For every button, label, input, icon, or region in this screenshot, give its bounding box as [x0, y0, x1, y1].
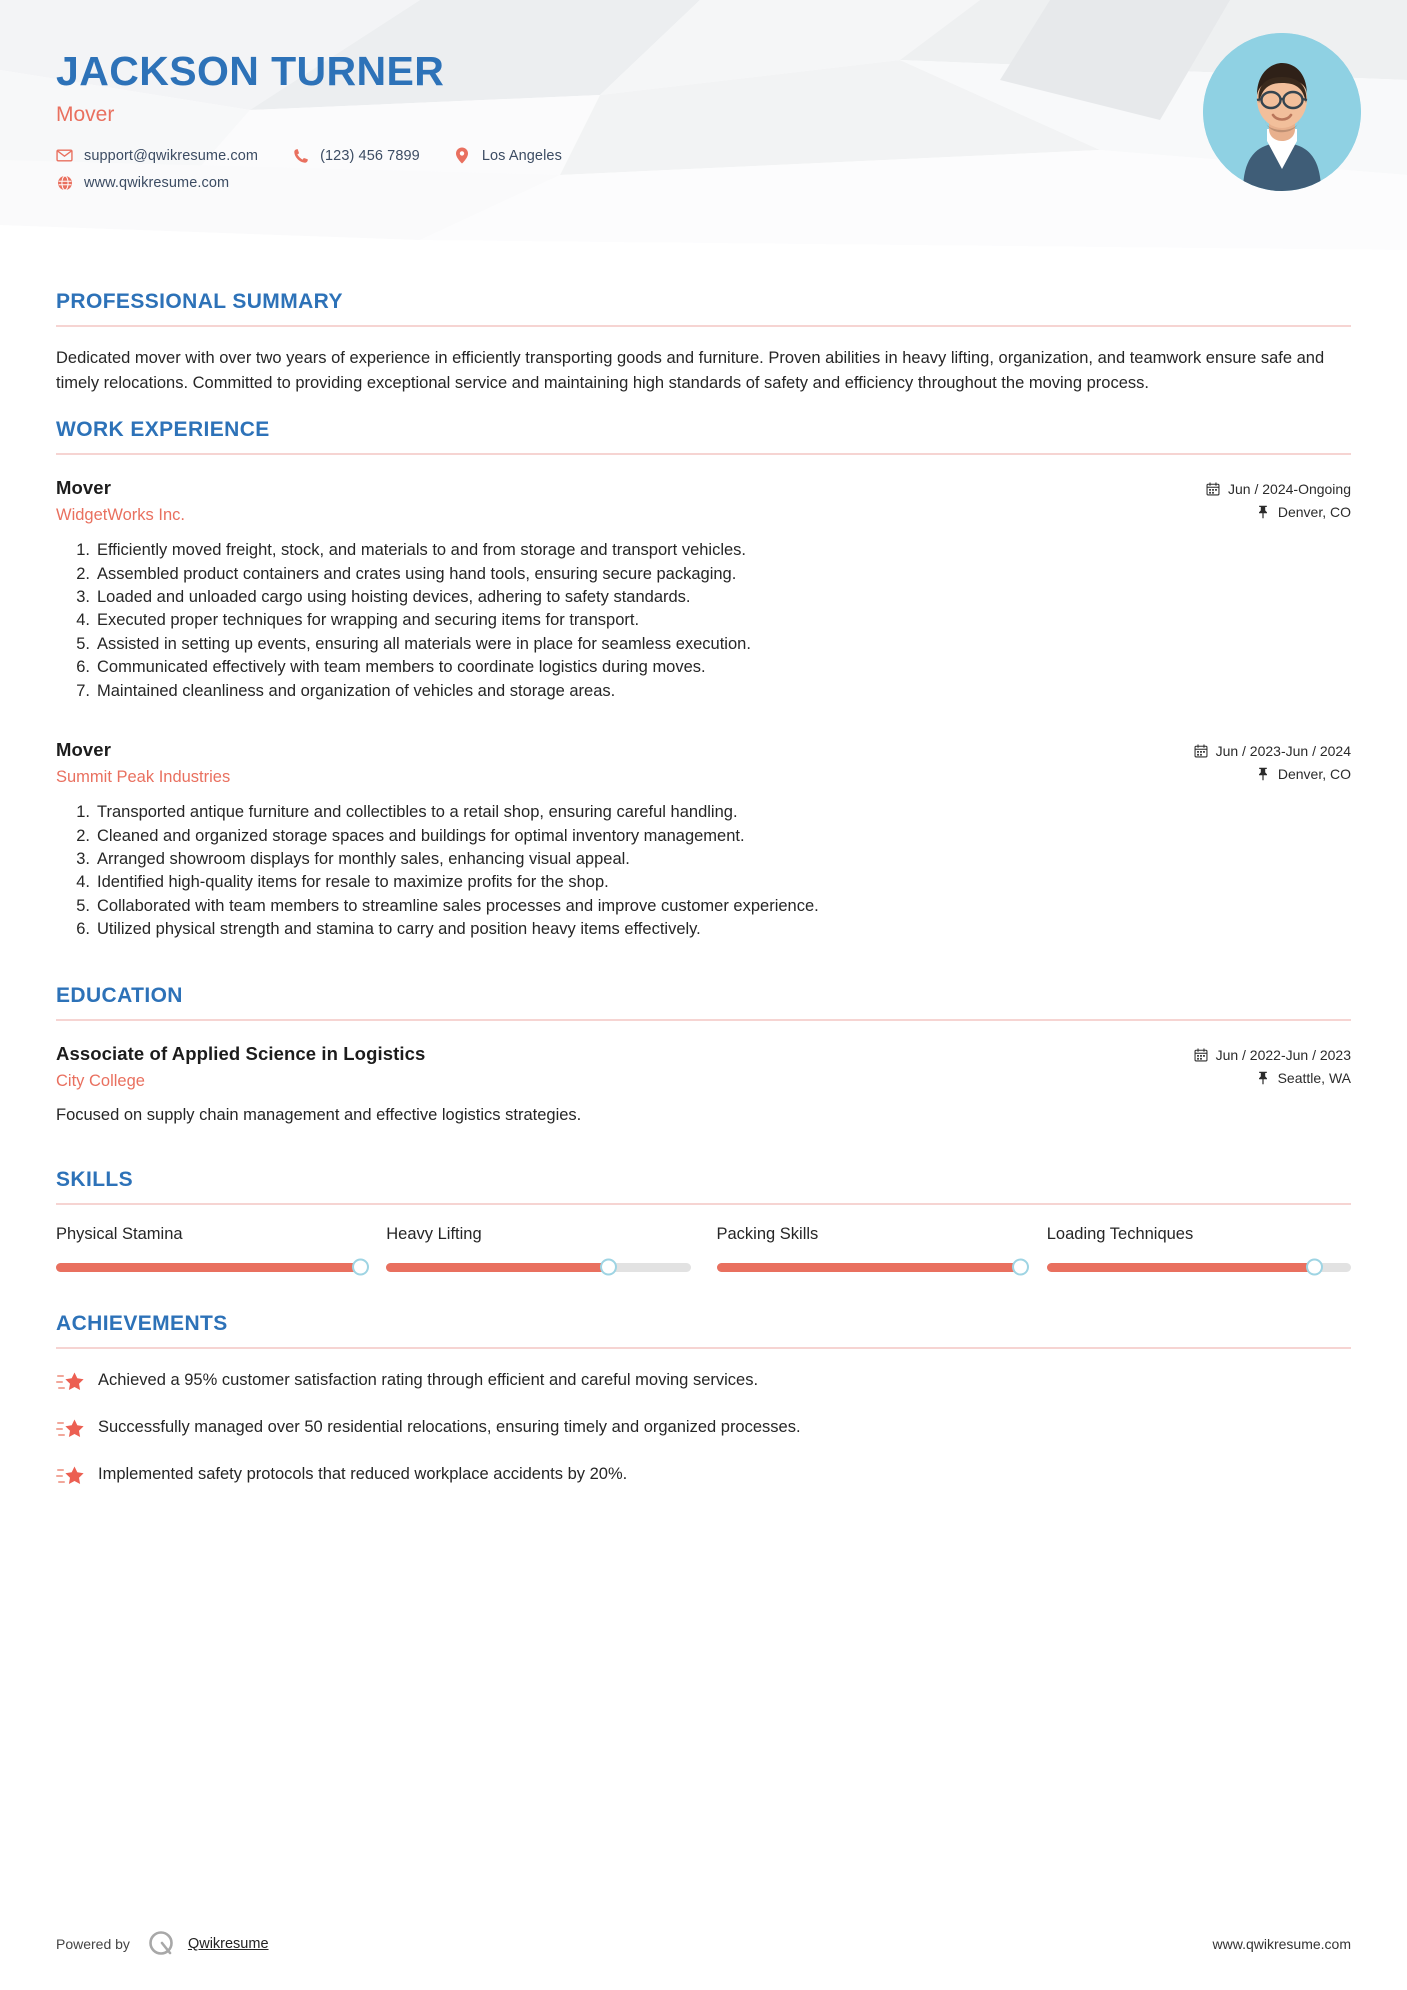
experience-entry-meta — [1194, 739, 1351, 789]
bullet-number: 3. — [76, 849, 90, 868]
experience-location-row — [1194, 766, 1351, 782]
bullet-text: Cleaned and organized storage spaces and buildings for optimal inventory management. — [97, 826, 745, 845]
bullet-text: Executed proper techniques for wrapping and securing items for transport. — [97, 611, 640, 630]
bullet-number: 5. — [76, 634, 90, 653]
experience-company: Summit Peak Industries — [56, 768, 231, 787]
calendar-icon — [1206, 482, 1220, 496]
contact-row-primary — [56, 147, 1351, 164]
contact-email-text: support@qwikresume.com — [84, 147, 259, 164]
job-role-subtitle: Mover — [56, 103, 115, 127]
experience-entry-header — [56, 477, 1351, 527]
section-education — [56, 984, 1351, 1128]
contact-website[interactable] — [56, 174, 229, 191]
section-title-experience: WORK EXPERIENCE — [56, 418, 270, 442]
contact-website-text: www.qwikresume.com — [84, 174, 230, 191]
education-location-row — [1194, 1070, 1351, 1086]
skill-progress-knob[interactable] — [352, 1259, 369, 1276]
experience-location-row — [1206, 504, 1351, 520]
footer-website: www.qwikresume.com — [1212, 1936, 1351, 1952]
bullet-text: Communicated effectively with team members to coordinate logistics during moves. — [97, 658, 706, 677]
contact-email[interactable] — [56, 147, 258, 164]
bullet-number: 1. — [76, 541, 90, 560]
profile-photo — [1203, 33, 1361, 191]
list-item — [56, 801, 1351, 824]
skill-progress-track[interactable] — [386, 1263, 690, 1272]
experience-location-text: Denver, CO — [1277, 766, 1351, 783]
list-item — [56, 1416, 1351, 1441]
page-title: JACKSON TURNER — [56, 48, 445, 94]
bullet-text: Assisted in setting up events, ensuring all materials were in place for seamless execution. — [97, 634, 751, 653]
education-entry-header — [56, 1043, 1351, 1093]
skills-grid — [56, 1225, 1351, 1272]
bullet-text: Transported antique furniture and collectibles to a retail shop, ensuring careful handling. — [97, 803, 738, 822]
qwikresume-q-logo-icon — [146, 1929, 176, 1959]
section-title-achievements: ACHIEVEMENTS — [56, 1311, 228, 1335]
skill-progress-track[interactable] — [56, 1263, 360, 1272]
section-work-experience — [56, 418, 1351, 941]
section-divider — [56, 1019, 1351, 1021]
skill-progress-fill — [386, 1263, 608, 1272]
star-icon — [56, 1370, 86, 1394]
education-entry — [56, 1043, 1351, 1128]
map-pin-icon — [1256, 1071, 1270, 1085]
education-degree: Associate of Applied Science in Logistics — [56, 1042, 426, 1064]
avatar — [1203, 33, 1361, 191]
experience-entry-header — [56, 739, 1351, 789]
section-divider — [56, 453, 1351, 455]
list-item — [56, 586, 1351, 609]
achievement-text: Achieved a 95% customer satisfaction rating through efficient and careful moving services. — [98, 1370, 759, 1389]
bullet-text: Loaded and unloaded cargo using hoisting devices, adhering to safety standards. — [97, 588, 691, 606]
contact-phone[interactable] — [292, 147, 420, 164]
section-skills — [56, 1168, 1351, 1272]
list-item — [56, 895, 1351, 918]
bullet-number: 2. — [76, 826, 90, 845]
skill-item — [386, 1225, 690, 1272]
location-pin-icon — [454, 147, 471, 164]
list-item — [56, 1369, 1351, 1394]
contact-location — [454, 147, 562, 164]
resume-header — [0, 0, 1407, 268]
resume-footer — [0, 1898, 1407, 1990]
map-pin-icon — [1256, 767, 1270, 781]
skill-label: Loading Techniques — [1046, 1224, 1194, 1243]
skill-item — [56, 1225, 360, 1272]
section-divider — [56, 325, 1351, 327]
bullet-text: Assembled product containers and crates using hand tools, ensuring secure packaging. — [97, 564, 737, 583]
experience-bullet-list — [56, 539, 1351, 703]
summary-text: Dedicated mover with over two years of experience in efficiently transporting goods and furniture. Proven abilities in heavy lifting, organization, and teamwork ensure safe and timely relocations. Committed to providing exceptional service and maintaining high standards of safety and efficiency throughout the moving process. — [56, 349, 1325, 393]
powered-by-block — [56, 1929, 269, 1959]
experience-entry-meta — [1206, 477, 1351, 527]
list-item — [56, 871, 1351, 894]
skill-label: Heavy Lifting — [386, 1224, 482, 1243]
education-description: Focused on supply chain management and effective logistics strategies. — [56, 1105, 582, 1124]
contact-row-website — [56, 174, 1351, 191]
list-item — [56, 633, 1351, 656]
list-item — [56, 609, 1351, 632]
skill-item — [717, 1225, 1021, 1272]
phone-icon — [292, 147, 309, 164]
skill-label: Physical Stamina — [56, 1224, 183, 1243]
skill-item — [1047, 1225, 1351, 1272]
powered-by-label: Powered by — [56, 1936, 130, 1952]
education-school: City College — [56, 1071, 145, 1090]
bullet-number: 4. — [76, 873, 90, 892]
bullet-number: 5. — [76, 896, 90, 915]
resume-body — [0, 290, 1407, 1488]
experience-entry-left — [56, 739, 1194, 787]
bullet-number: 7. — [76, 681, 90, 700]
section-divider — [56, 1347, 1351, 1349]
skill-progress-knob[interactable] — [600, 1259, 617, 1276]
list-item — [56, 539, 1351, 562]
education-date-row — [1194, 1047, 1351, 1063]
list-item — [56, 848, 1351, 871]
envelope-icon — [56, 147, 73, 164]
section-title-education: EDUCATION — [56, 983, 183, 1007]
calendar-icon — [1194, 744, 1208, 758]
bullet-text: Efficiently moved freight, stock, and materials to and from storage and transport vehicles. — [97, 541, 747, 560]
list-item — [56, 656, 1351, 679]
list-item — [56, 918, 1351, 941]
list-item — [56, 680, 1351, 703]
section-achievements — [56, 1312, 1351, 1488]
skill-progress-fill — [717, 1263, 1021, 1272]
section-professional-summary — [56, 290, 1351, 396]
achievement-text: Successfully managed over 50 residential relocations, ensuring timely and organized processes. — [98, 1417, 801, 1436]
experience-date-row — [1194, 743, 1351, 759]
experience-job-title: Mover — [56, 477, 111, 499]
education-entry-meta — [1194, 1043, 1351, 1093]
education-location-text: Seattle, WA — [1277, 1069, 1351, 1086]
skill-progress-track[interactable] — [1047, 1263, 1351, 1272]
skill-progress-knob[interactable] — [1306, 1259, 1323, 1276]
map-pin-icon — [1256, 505, 1270, 519]
skill-progress-fill — [56, 1263, 360, 1272]
bullet-number: 4. — [76, 611, 90, 630]
contact-location-text: Los Angeles — [481, 147, 562, 164]
qwikresume-brand-link[interactable]: Qwikresume — [187, 1936, 269, 1952]
skill-progress-track[interactable] — [717, 1263, 1021, 1272]
experience-date-row — [1206, 481, 1351, 497]
globe-icon — [56, 174, 73, 191]
list-item — [56, 825, 1351, 848]
bullet-number: 1. — [76, 803, 90, 822]
bullet-number: 6. — [76, 920, 90, 939]
bullet-number: 6. — [76, 658, 90, 677]
star-icon — [56, 1417, 86, 1441]
list-item — [56, 1463, 1351, 1488]
experience-bullet-list — [56, 801, 1351, 942]
skill-progress-fill — [1047, 1263, 1315, 1272]
bullet-text: Collaborated with team members to streamline sales processes and improve customer experience. — [97, 896, 819, 915]
contact-phone-text: (123) 456 7899 — [320, 147, 420, 164]
section-divider — [56, 1203, 1351, 1205]
calendar-icon — [1194, 1048, 1208, 1062]
experience-entry — [56, 477, 1351, 703]
experience-location-text: Denver, CO — [1277, 504, 1351, 521]
education-date-text: Jun / 2022-Jun / 2023 — [1215, 1046, 1351, 1063]
bullet-text: Utilized physical strength and stamina to carry and position heavy items effectively. — [97, 920, 701, 939]
education-entry-left — [56, 1043, 1194, 1091]
experience-date-text: Jun / 2024-Ongoing — [1228, 481, 1351, 498]
section-title-summary: PROFESSIONAL SUMMARY — [56, 290, 343, 313]
experience-entry — [56, 739, 1351, 942]
skill-label: Packing Skills — [716, 1224, 819, 1243]
list-item — [56, 563, 1351, 586]
bullet-text: Identified high-quality items for resale to maximize profits for the shop. — [97, 873, 609, 892]
bullet-number: 2. — [76, 564, 90, 583]
bullet-text: Arranged showroom displays for monthly sales, enhancing visual appeal. — [97, 849, 630, 868]
bullet-text: Maintained cleanliness and organization of vehicles and storage areas. — [97, 681, 616, 700]
achievement-text: Implemented safety protocols that reduced workplace accidents by 20%. — [98, 1464, 628, 1483]
experience-company: WidgetWorks Inc. — [56, 506, 185, 525]
section-title-skills: SKILLS — [56, 1167, 134, 1191]
experience-entry-left — [56, 477, 1206, 525]
experience-date-text: Jun / 2023-Jun / 2024 — [1215, 743, 1351, 760]
skill-progress-knob[interactable] — [1012, 1259, 1029, 1276]
achievements-list — [56, 1369, 1351, 1488]
bullet-number: 3. — [76, 588, 90, 606]
experience-job-title: Mover — [56, 739, 111, 761]
contact-block — [56, 147, 1351, 191]
star-icon — [56, 1464, 86, 1488]
